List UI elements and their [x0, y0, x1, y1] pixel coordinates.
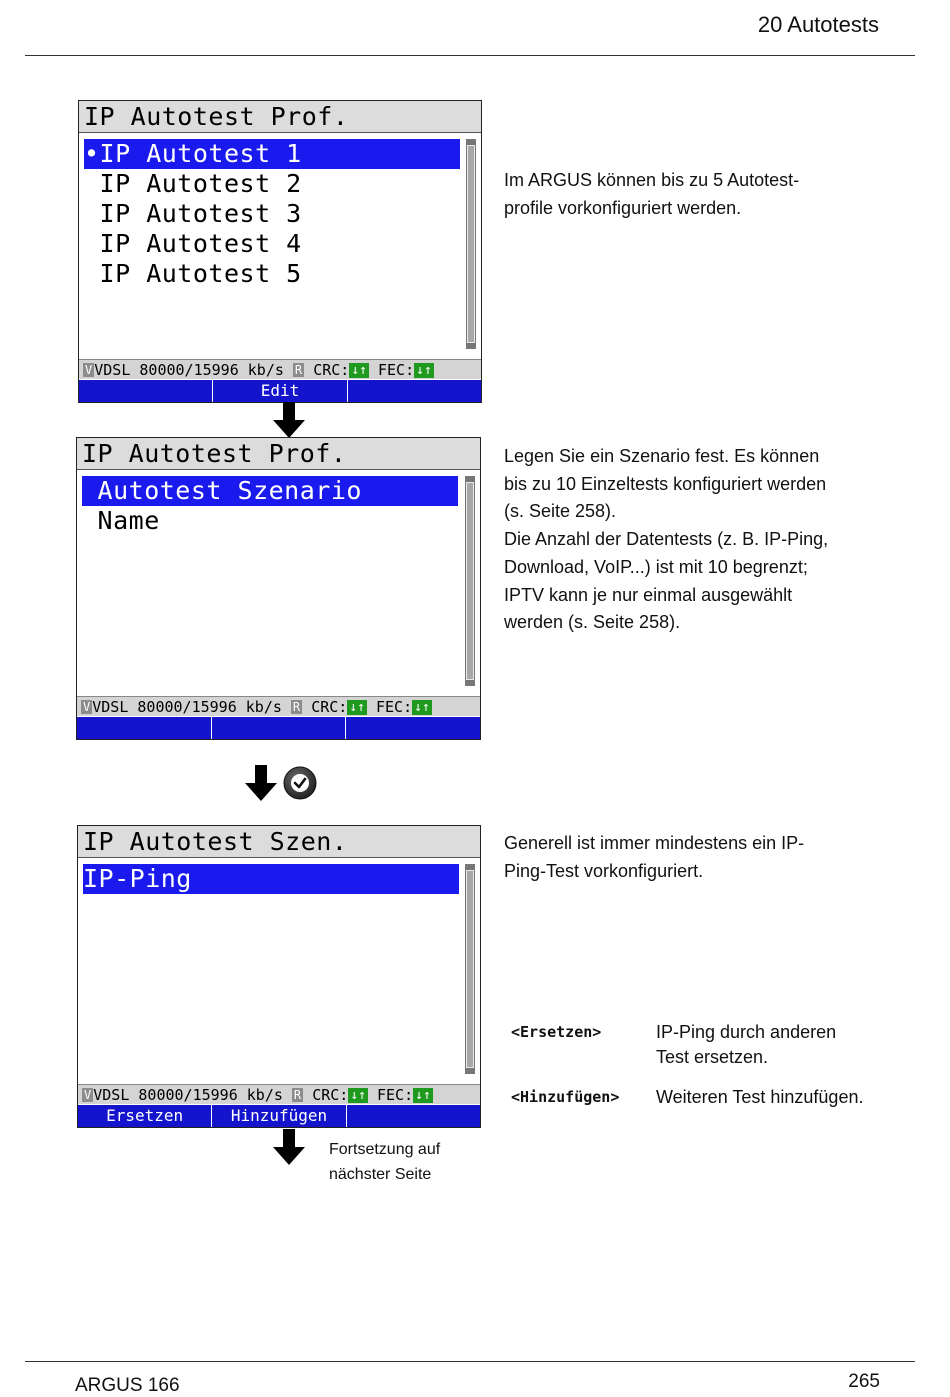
header-divider — [25, 55, 915, 56]
softkey-right[interactable] — [347, 1105, 480, 1127]
fec-ok-icon: ↓↑ — [415, 1088, 431, 1103]
softkey-bar — [77, 717, 480, 739]
key-hinzufuegen-desc: Weiteren Test hinzufügen. — [656, 1087, 864, 1107]
r-indicator-icon: R — [293, 1088, 302, 1102]
menu-item-selected[interactable]: Autotest Szenario — [82, 476, 458, 506]
continuation-note: Fortsetzung auf nächster Seite — [329, 1141, 441, 1183]
status-bar — [78, 1084, 480, 1104]
fec-label: FEC: — [377, 1086, 414, 1104]
status-bar — [79, 359, 481, 379]
key-ersetzen: <Ersetzen> — [511, 1023, 602, 1041]
description-ping: Generell ist immer mindestens ein IP- Ping-Test vorkonfiguriert. — [504, 833, 805, 881]
device-screen-profiles — [78, 100, 482, 403]
line-rate: VDSL 80000/15996 kb/s — [93, 1086, 283, 1104]
fec-label: FEC: — [376, 698, 413, 716]
scroll-up-icon — [467, 140, 475, 145]
key-ersetzen-desc: IP-Ping durch anderen Test ersetzen. — [656, 1022, 837, 1067]
line-rate: VDSL 80000/15996 kb/s — [94, 361, 284, 379]
softkey-right[interactable] — [348, 380, 481, 402]
fec-ok-icon: ↓↑ — [414, 700, 430, 715]
scroll-thumb[interactable] — [468, 146, 474, 342]
key-hinzufuegen: <Hinzufügen> — [511, 1088, 620, 1106]
page-number: 265 — [848, 1371, 880, 1392]
scroll-up-icon — [466, 865, 474, 870]
fec-label: FEC: — [378, 361, 415, 379]
crc-label: CRC: — [312, 1086, 349, 1104]
description-scenario: Legen Sie ein Szenario fest. Es können bis zu 10 Einzeltests konfiguriert werden (s. Seite 258). Die Anzahl der Datentests (z. B. IP-Ping, Download, VoIP...) ist mit 10 begrenzt; IPTV kann je nur einmal ausgewählt werden (s. Seite 258). — [504, 446, 829, 633]
menu-item-selected[interactable]: IP-Ping — [83, 864, 459, 894]
scrollbar[interactable] — [465, 476, 475, 686]
screen-title: IP Autotest Prof. — [79, 101, 481, 133]
r-indicator-icon: R — [292, 700, 301, 714]
menu-list — [84, 139, 460, 289]
menu-item[interactable]: Name — [82, 506, 160, 535]
footer-product: ARGUS 166 — [75, 1375, 180, 1396]
line-rate: VDSL 80000/15996 kb/s — [92, 698, 282, 716]
softkey-edit[interactable]: Edit — [213, 380, 347, 402]
screen-title: IP Autotest Prof. — [77, 438, 480, 470]
down-arrow-icon — [273, 1129, 305, 1165]
vdsl-indicator-icon: V — [85, 363, 93, 377]
softkey-left[interactable] — [79, 380, 213, 402]
status-bar — [77, 696, 480, 716]
softkey-ersetzen[interactable]: Ersetzen — [78, 1105, 212, 1127]
menu-list — [82, 476, 458, 536]
scroll-thumb[interactable] — [467, 871, 473, 1067]
scroll-down-icon — [466, 1068, 474, 1073]
vdsl-indicator-icon: V — [83, 700, 91, 714]
down-arrow-icon — [273, 402, 305, 438]
device-screen-scenario — [77, 825, 481, 1128]
softkey-left[interactable] — [77, 717, 212, 739]
device-screen-profile-menu — [76, 437, 481, 740]
vdsl-indicator-icon: V — [84, 1088, 92, 1102]
crc-label: CRC: — [313, 361, 350, 379]
crc-ok-icon: ↓↑ — [350, 1088, 366, 1103]
menu-list — [83, 864, 459, 894]
menu-item[interactable]: IP Autotest 3 — [84, 199, 302, 228]
screen-title: IP Autotest Szen. — [78, 826, 480, 858]
scrollbar[interactable] — [465, 864, 475, 1074]
down-arrow-icon — [245, 765, 277, 801]
scroll-down-icon — [467, 343, 475, 348]
crc-ok-icon: ↓↑ — [349, 700, 365, 715]
scroll-up-icon — [466, 477, 474, 482]
softkey-bar — [79, 380, 481, 402]
softkey-middle[interactable] — [212, 717, 347, 739]
softkey-bar — [78, 1105, 480, 1127]
crc-ok-icon: ↓↑ — [351, 363, 367, 378]
softkey-right[interactable] — [346, 717, 480, 739]
scroll-down-icon — [466, 680, 474, 685]
menu-item[interactable]: IP Autotest 4 — [84, 229, 302, 258]
softkey-hinzufuegen[interactable]: Hinzufügen — [212, 1105, 346, 1127]
ok-button-icon — [283, 766, 317, 800]
menu-item[interactable]: IP Autotest 2 — [84, 169, 302, 198]
crc-label: CRC: — [311, 698, 348, 716]
menu-item-selected[interactable]: •IP Autotest 1 — [84, 139, 460, 169]
scroll-thumb[interactable] — [467, 483, 473, 679]
menu-item[interactable]: IP Autotest 5 — [84, 259, 302, 288]
fec-ok-icon: ↓↑ — [416, 363, 432, 378]
scrollbar[interactable] — [466, 139, 476, 349]
description-profiles: Im ARGUS können bis zu 5 Autotest- profile vorkonfiguriert werden. — [504, 170, 800, 218]
r-indicator-icon: R — [294, 363, 303, 377]
chapter-title: 20 Autotests — [757, 12, 879, 37]
footer-divider — [25, 1361, 915, 1362]
